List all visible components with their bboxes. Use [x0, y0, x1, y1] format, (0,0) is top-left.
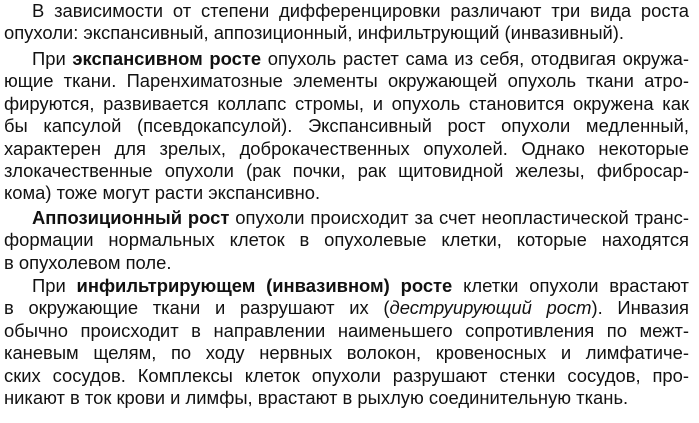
text-line: кома) тоже могут расти экспансивно.	[4, 182, 321, 204]
paragraph-expansive-growth	[4, 48, 689, 205]
text-line: обычно происходит в направлении наименьшего сопротивления по межт-	[4, 319, 689, 341]
term-appositional-growth: Аппозиционный рост	[32, 207, 230, 228]
text-line: характерен для зрелых, доброкачественных опухолей. Однако некоторые	[4, 137, 689, 159]
term-destructive-growth: деструирующий рост	[389, 297, 592, 319]
text-line	[4, 297, 689, 319]
text-run: При	[32, 48, 73, 69]
text-line: в опухолевом поле.	[4, 251, 172, 273]
text-line	[4, 275, 689, 297]
text-run: в окружающие ткани и разрушают их (	[4, 297, 390, 319]
text-line: каневым щелям, по ходу нервных волокон, кровеносных и лимфатиче-	[4, 342, 689, 364]
paragraph-infiltrating-growth	[4, 275, 689, 409]
text-run: При	[32, 275, 77, 296]
text-line: В зависимости от степени дифференцировки различают три вида роста	[32, 0, 689, 21]
text-run: опухоль растет сама из себя, отодвигая окружа-	[261, 48, 689, 69]
text-line: формации нормальных клеток в опухолевые клетки, которые находятся	[4, 229, 689, 251]
text-run: ). Инвазия	[591, 297, 689, 319]
text-line: фируются, развивается коллапс стромы, и опухоль становится окружена как	[4, 92, 689, 114]
text-line: ских сосудов. Комплексы клеток опухоли разрушают стенки сосудов, про-	[4, 364, 689, 386]
text-line: опухоли: экспансивный, аппозиционный, инфильтрующий (инвазивный).	[4, 22, 625, 44]
text-line: злокачественные опухоли (рак почки, рак щитовидной железы, фибросар-	[4, 160, 689, 182]
paragraph-appositional-growth	[4, 207, 689, 274]
paragraph-intro	[4, 0, 689, 45]
text-line: ющие ткани. Паренхиматозные элементы окружающей опухоль ткани атро-	[4, 70, 689, 92]
text-run: клетки опухоли врастают	[452, 275, 689, 296]
term-infiltrating-growth: инфильтрирующем (инвазивном) росте	[76, 275, 453, 296]
text-run: опухоли происходит за счет неопластической транс-	[229, 207, 690, 228]
text-line	[4, 207, 689, 229]
text-line: никают в ток крови и лимфы, врастают в рыхлую соединительную ткань.	[4, 387, 629, 409]
text-line: бы капсулой (псевдокапсулой). Экспансивный рост опухоли медленный,	[4, 115, 689, 137]
text-line	[4, 48, 689, 70]
term-expansive-growth: экспансивном росте	[72, 48, 262, 69]
